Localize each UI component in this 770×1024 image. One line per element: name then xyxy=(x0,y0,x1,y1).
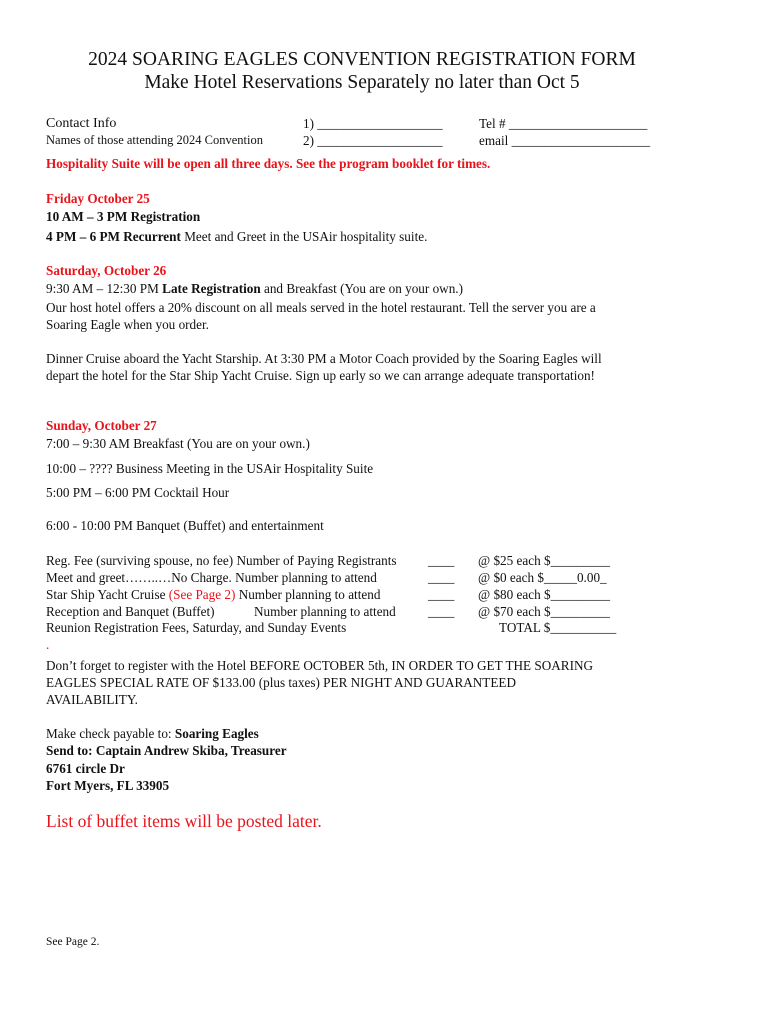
fee-row-registration-count[interactable]: ____ xyxy=(428,553,455,568)
saturday-time: 9:30 AM – 12:30 PM xyxy=(46,281,163,296)
fee-row-banquet-label: Reception and Banquet (Buffet) xyxy=(46,604,215,619)
hotel-note-line-2: EAGLES SPECIAL RATE OF $133.00 (plus taxes) PER NIGHT AND GUARANTEED xyxy=(46,675,516,690)
attendee-line-1[interactable]: 1) ___________________ xyxy=(303,116,443,131)
hotel-discount-line-2: Soaring Eagle when you order. xyxy=(46,317,209,332)
cruise-label-text: Star Ship Yacht Cruise xyxy=(46,587,169,602)
fee-row-meet-greet-amount: _____0.00_ xyxy=(543,570,607,585)
fee-row-meet-greet-count[interactable]: ____ xyxy=(428,570,455,585)
fee-row-registration-label: Reg. Fee (surviving spouse, no fee) Number of Paying Registrants xyxy=(46,553,397,568)
payment-send-to: Send to: Captain Andrew Skiba, Treasurer xyxy=(46,743,287,758)
fee-row-total-label: Reunion Registration Fees, Saturday, and Sunday Events xyxy=(46,620,347,635)
sunday-banquet: 6:00 - 10:00 PM Banquet (Buffet) and entertainment xyxy=(46,518,324,533)
payment-city: Fort Myers, FL 33905 xyxy=(46,778,170,793)
email-field[interactable]: email _____________________ xyxy=(479,133,651,148)
fee-total-field[interactable]: TOTAL $__________ xyxy=(499,620,617,635)
fee-row-meet-greet-price xyxy=(478,569,607,586)
tel-field[interactable]: Tel # _____________________ xyxy=(479,116,648,131)
payable-to-label: Make check payable to: xyxy=(46,726,175,741)
attendee-line-2[interactable]: 2) ___________________ xyxy=(303,133,443,148)
buffet-note: List of buffet items will be posted later. xyxy=(46,811,322,831)
fee-row-banquet-count[interactable]: ____ xyxy=(428,604,455,619)
see-page-2-link: (See Page 2) xyxy=(168,587,236,602)
saturday-late-registration xyxy=(46,280,463,297)
fee-row-cruise-price[interactable]: @ $80 each $_________ xyxy=(478,587,610,602)
friday-registration: 10 AM – 3 PM Registration xyxy=(46,209,201,224)
contact-info-label: Contact Info xyxy=(46,116,117,131)
fee-row-registration-price[interactable]: @ $25 each $_________ xyxy=(478,553,610,568)
names-attending-label: Names of those attending 2024 Convention xyxy=(46,133,263,147)
sunday-heading: Sunday, October 27 xyxy=(46,418,157,433)
fee-row-banquet-label-suffix: Number planning to attend xyxy=(254,604,396,619)
sunday-cocktail-hour: 5:00 PM – 6:00 PM Cocktail Hour xyxy=(46,485,230,500)
dinner-cruise-line-2: depart the hotel for the Star Ship Yacht Cruise. Sign up early so we can arrange adequate transportation! xyxy=(46,368,595,383)
hospitality-note: Hospitality Suite will be open all three days. See the program booklet for times. xyxy=(46,156,491,171)
hotel-note-line-3: AVAILABILITY. xyxy=(46,692,138,707)
payment-payable-to xyxy=(46,725,259,742)
fee-row-cruise-count[interactable]: ____ xyxy=(428,587,455,602)
fee-row-banquet-price[interactable]: @ $70 each $_________ xyxy=(478,604,610,619)
hotel-discount-line-1: Our host hotel offers a 20% discount on all meals served in the hotel restaurant. Tell the server you are a xyxy=(46,300,596,315)
fee-row-meet-greet-label: Meet and greet……..…No Charge. Number planning to attend xyxy=(46,570,377,585)
friday-heading: Friday October 25 xyxy=(46,191,150,206)
red-dot: . xyxy=(46,637,50,652)
cruise-label-suffix: Number planning to attend xyxy=(235,587,381,602)
saturday-breakfast-text: and Breakfast (You are on your own.) xyxy=(260,281,463,296)
friday-meet-greet-time: 4 PM – 6 PM Recurrent xyxy=(46,229,181,244)
saturday-heading: Saturday, October 26 xyxy=(46,263,167,278)
sunday-business-meeting: 10:00 – ???? Business Meeting in the USAir Hospitality Suite xyxy=(46,461,374,476)
fee-row-meet-greet-rate: @ $0 each $ xyxy=(478,570,544,585)
sunday-breakfast: 7:00 – 9:30 AM Breakfast (You are on your own.) xyxy=(46,436,310,451)
form-title: 2024 SOARING EAGLES CONVENTION REGISTRATION FORM xyxy=(88,49,636,70)
hotel-note-line-1: Don’t forget to register with the Hotel BEFORE OCTOBER 5th, IN ORDER TO GET THE SOARING xyxy=(46,658,594,673)
late-registration-label: Late Registration xyxy=(162,281,261,296)
friday-meet-greet-text: Meet and Greet in the USAir hospitality suite. xyxy=(180,229,428,244)
fee-row-cruise-label xyxy=(46,586,380,603)
payment-street: 6761 circle Dr xyxy=(46,761,125,776)
payee-name: Soaring Eagles xyxy=(174,726,259,741)
form-subtitle: Make Hotel Reservations Separately no later than Oct 5 xyxy=(144,72,580,93)
friday-meet-greet xyxy=(46,228,427,245)
see-page-2-footer: See Page 2. xyxy=(46,936,100,948)
dinner-cruise-line-1: Dinner Cruise aboard the Yacht Starship. At 3:30 PM a Motor Coach provided by the Soaring Eagles will xyxy=(46,351,602,366)
